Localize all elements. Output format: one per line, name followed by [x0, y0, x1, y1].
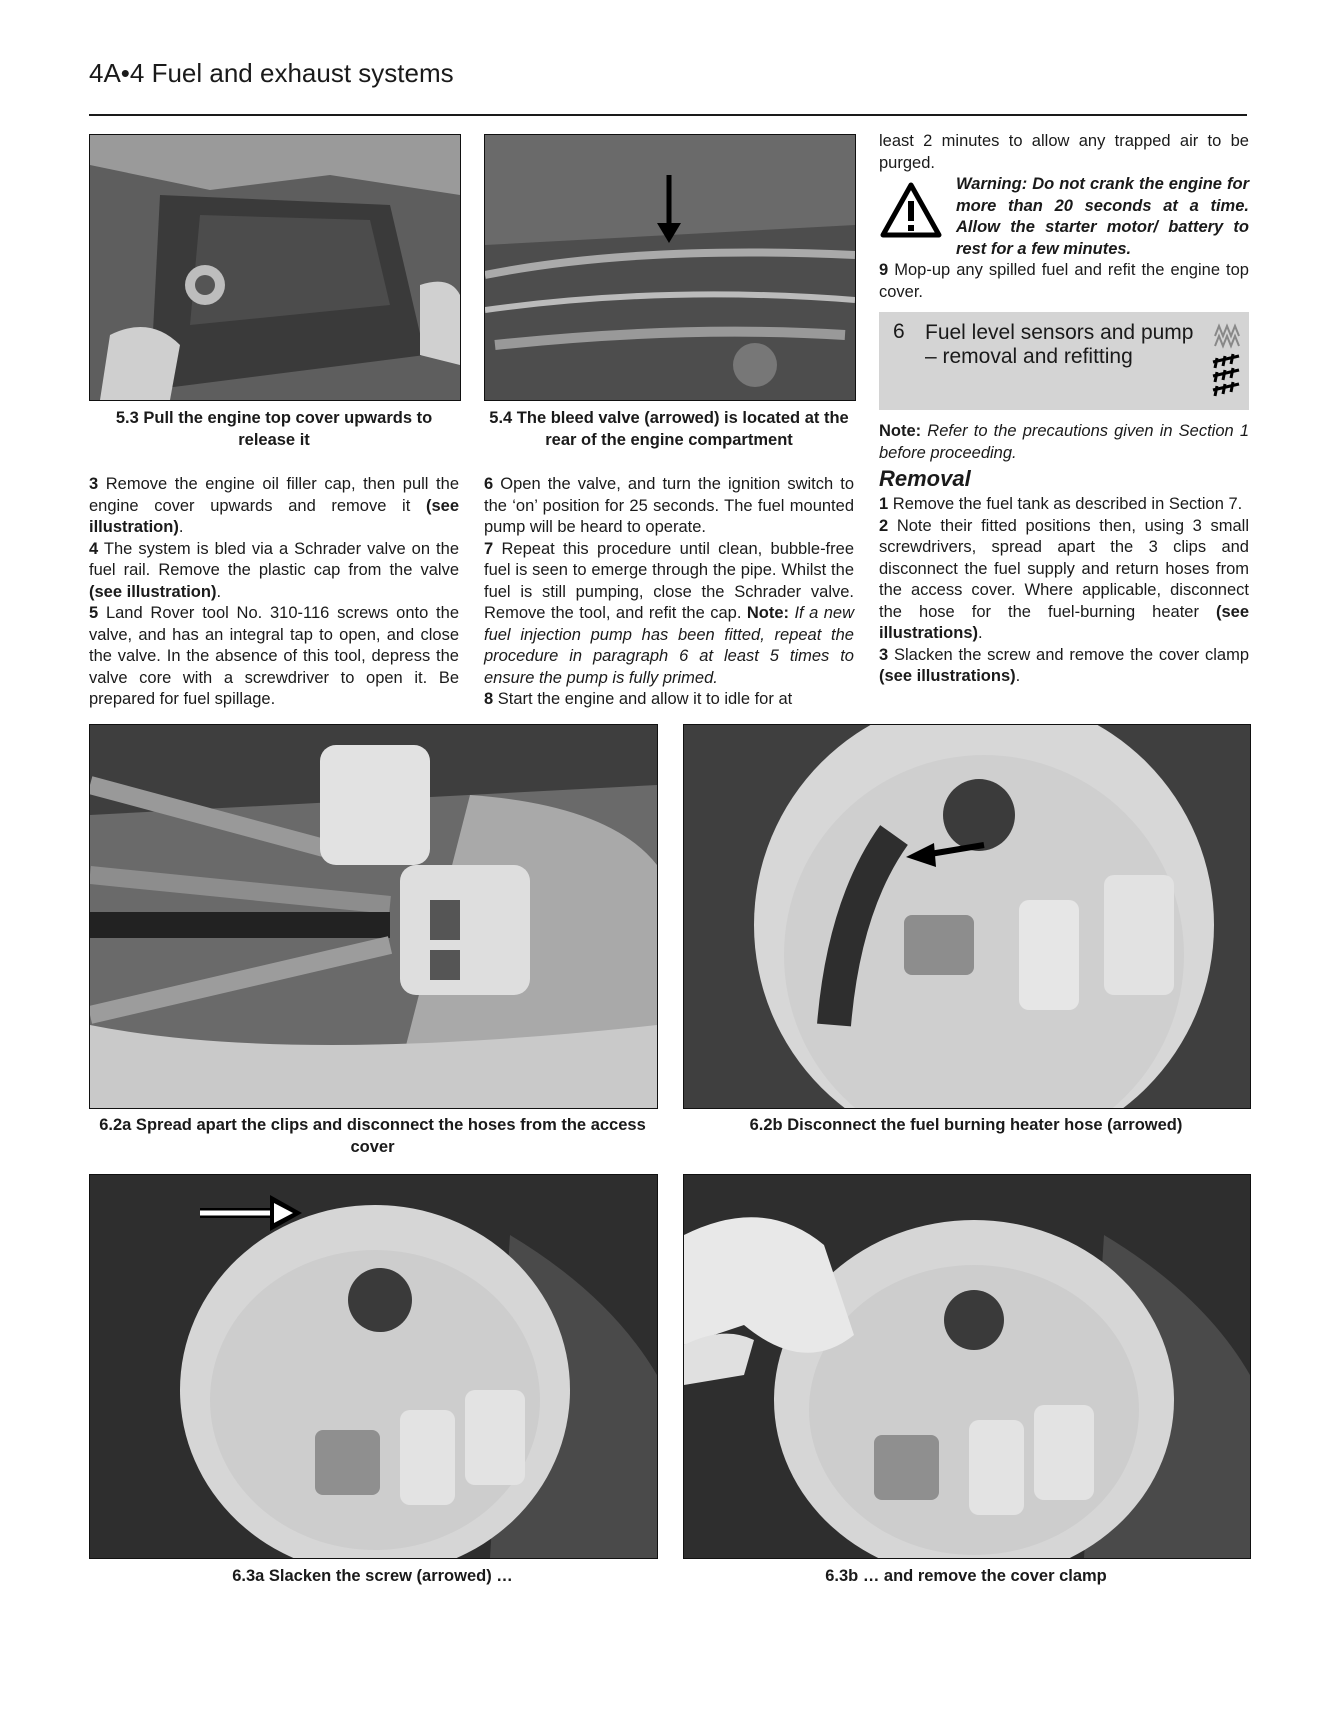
text-column-2 — [484, 474, 854, 711]
photo-engine-cover — [89, 134, 461, 401]
paragraph-4: 4 The system is bled via a Schrader valve on the fuel rail. Remove the plastic cap from the valve (see illustration). — [89, 539, 459, 601]
paragraph-9: 9 Mop-up any spilled fuel and refit the engine top cover. — [879, 261, 1249, 301]
photo-fuel-hose-clips — [89, 724, 658, 1109]
removal-heading: Removal — [879, 466, 971, 491]
removal-step-1: 1 Remove the fuel tank as described in Section 7. — [879, 495, 1243, 513]
warning-icon — [879, 181, 943, 241]
header-rule — [89, 114, 1247, 116]
paragraph-3: 3 Remove the engine oil filler cap, then pull the engine cover upwards and remove it (see illustration). — [89, 475, 459, 536]
figure-caption-6-2b: 6.2b Disconnect the fuel burning heater hose (arrowed) — [749, 1116, 1183, 1134]
running-header: 4A•4 Fuel and exhaust systems — [89, 58, 454, 88]
section-note: Note: Refer to the precautions given in Section 1 before proceeding. — [879, 422, 1249, 462]
paragraph-6: 6 Open the valve, and turn the ignition switch to the ‘on’ position for 25 seconds. The fuel mounted pump will be heard to operate. — [484, 475, 854, 536]
removal-step-2: 2 Note their fitted positions then, using 3 small screwdrivers, spread apart the 3 clips and disconnect the fuel supply and return hoses from the access cover. Where applicable, disconnect the hose for the fuel-burning heater (see illustrations). — [879, 516, 1249, 642]
paragraph-7: 7 Repeat this procedure until clean, bubble-free fuel is seen to emerge through the pipe. Whilst the fuel is still pumping, close the Schrader valve. Remove the tool, and refit the cap. Note: If a new fuel injection pump has been fitted, repeat the procedure in paragraph 6 at least 5 times to ensure the pump is fully primed. — [484, 539, 854, 687]
removal-steps — [879, 494, 1249, 688]
difficulty-rating-icon — [1209, 322, 1243, 404]
section-title: Fuel level sensors and pump — [925, 321, 1194, 344]
paragraph-8: 8 Start the engine and allow it to idle for at — [484, 690, 793, 708]
photo-bleed-valve — [484, 134, 856, 401]
section-heading-box — [879, 312, 1249, 410]
figure-caption-6-3a: 6.3a Slacken the screw (arrowed) … — [232, 1567, 513, 1585]
text-column-1 — [89, 474, 459, 711]
paragraph-8-continued: least 2 minutes to allow any trapped air to be purged. — [879, 132, 1249, 172]
section-subtitle: – removal and refitting — [925, 345, 1133, 368]
removal-step-3: 3 Slacken the screw and remove the cover clamp (see illustrations). — [879, 645, 1249, 685]
figure-caption-6-3b: 6.3b … and remove the cover clamp — [825, 1567, 1107, 1585]
paragraph-5: 5 Land Rover tool No. 310-116 screws onto the valve, and has an integral tap to open, and close the valve. In the absence of this tool, depress the valve core with a screwdriver to open it. Be prepared for fuel spillage. — [89, 604, 459, 708]
photo-cover-screw — [89, 1174, 658, 1559]
photo-heater-hose — [683, 724, 1251, 1109]
figure-caption-6-2a: 6.2a Spread apart the clips and disconnect the hoses from the access cover — [99, 1116, 646, 1156]
warning-text: Warning: Do not crank the engine for more than 20 seconds at a time. Allow the starter motor/ battery to rest for a few minutes. — [956, 175, 1249, 258]
photo-cover-clamp — [683, 1174, 1251, 1559]
figure-caption-5-3: 5.3 Pull the engine top cover upwards to release it — [115, 409, 433, 449]
text-column-3-continued — [879, 131, 1249, 174]
figure-caption-5-4: 5.4 The bleed valve (arrowed) is located at the rear of the engine compartment — [489, 409, 849, 449]
section-number: 6 — [893, 320, 905, 343]
